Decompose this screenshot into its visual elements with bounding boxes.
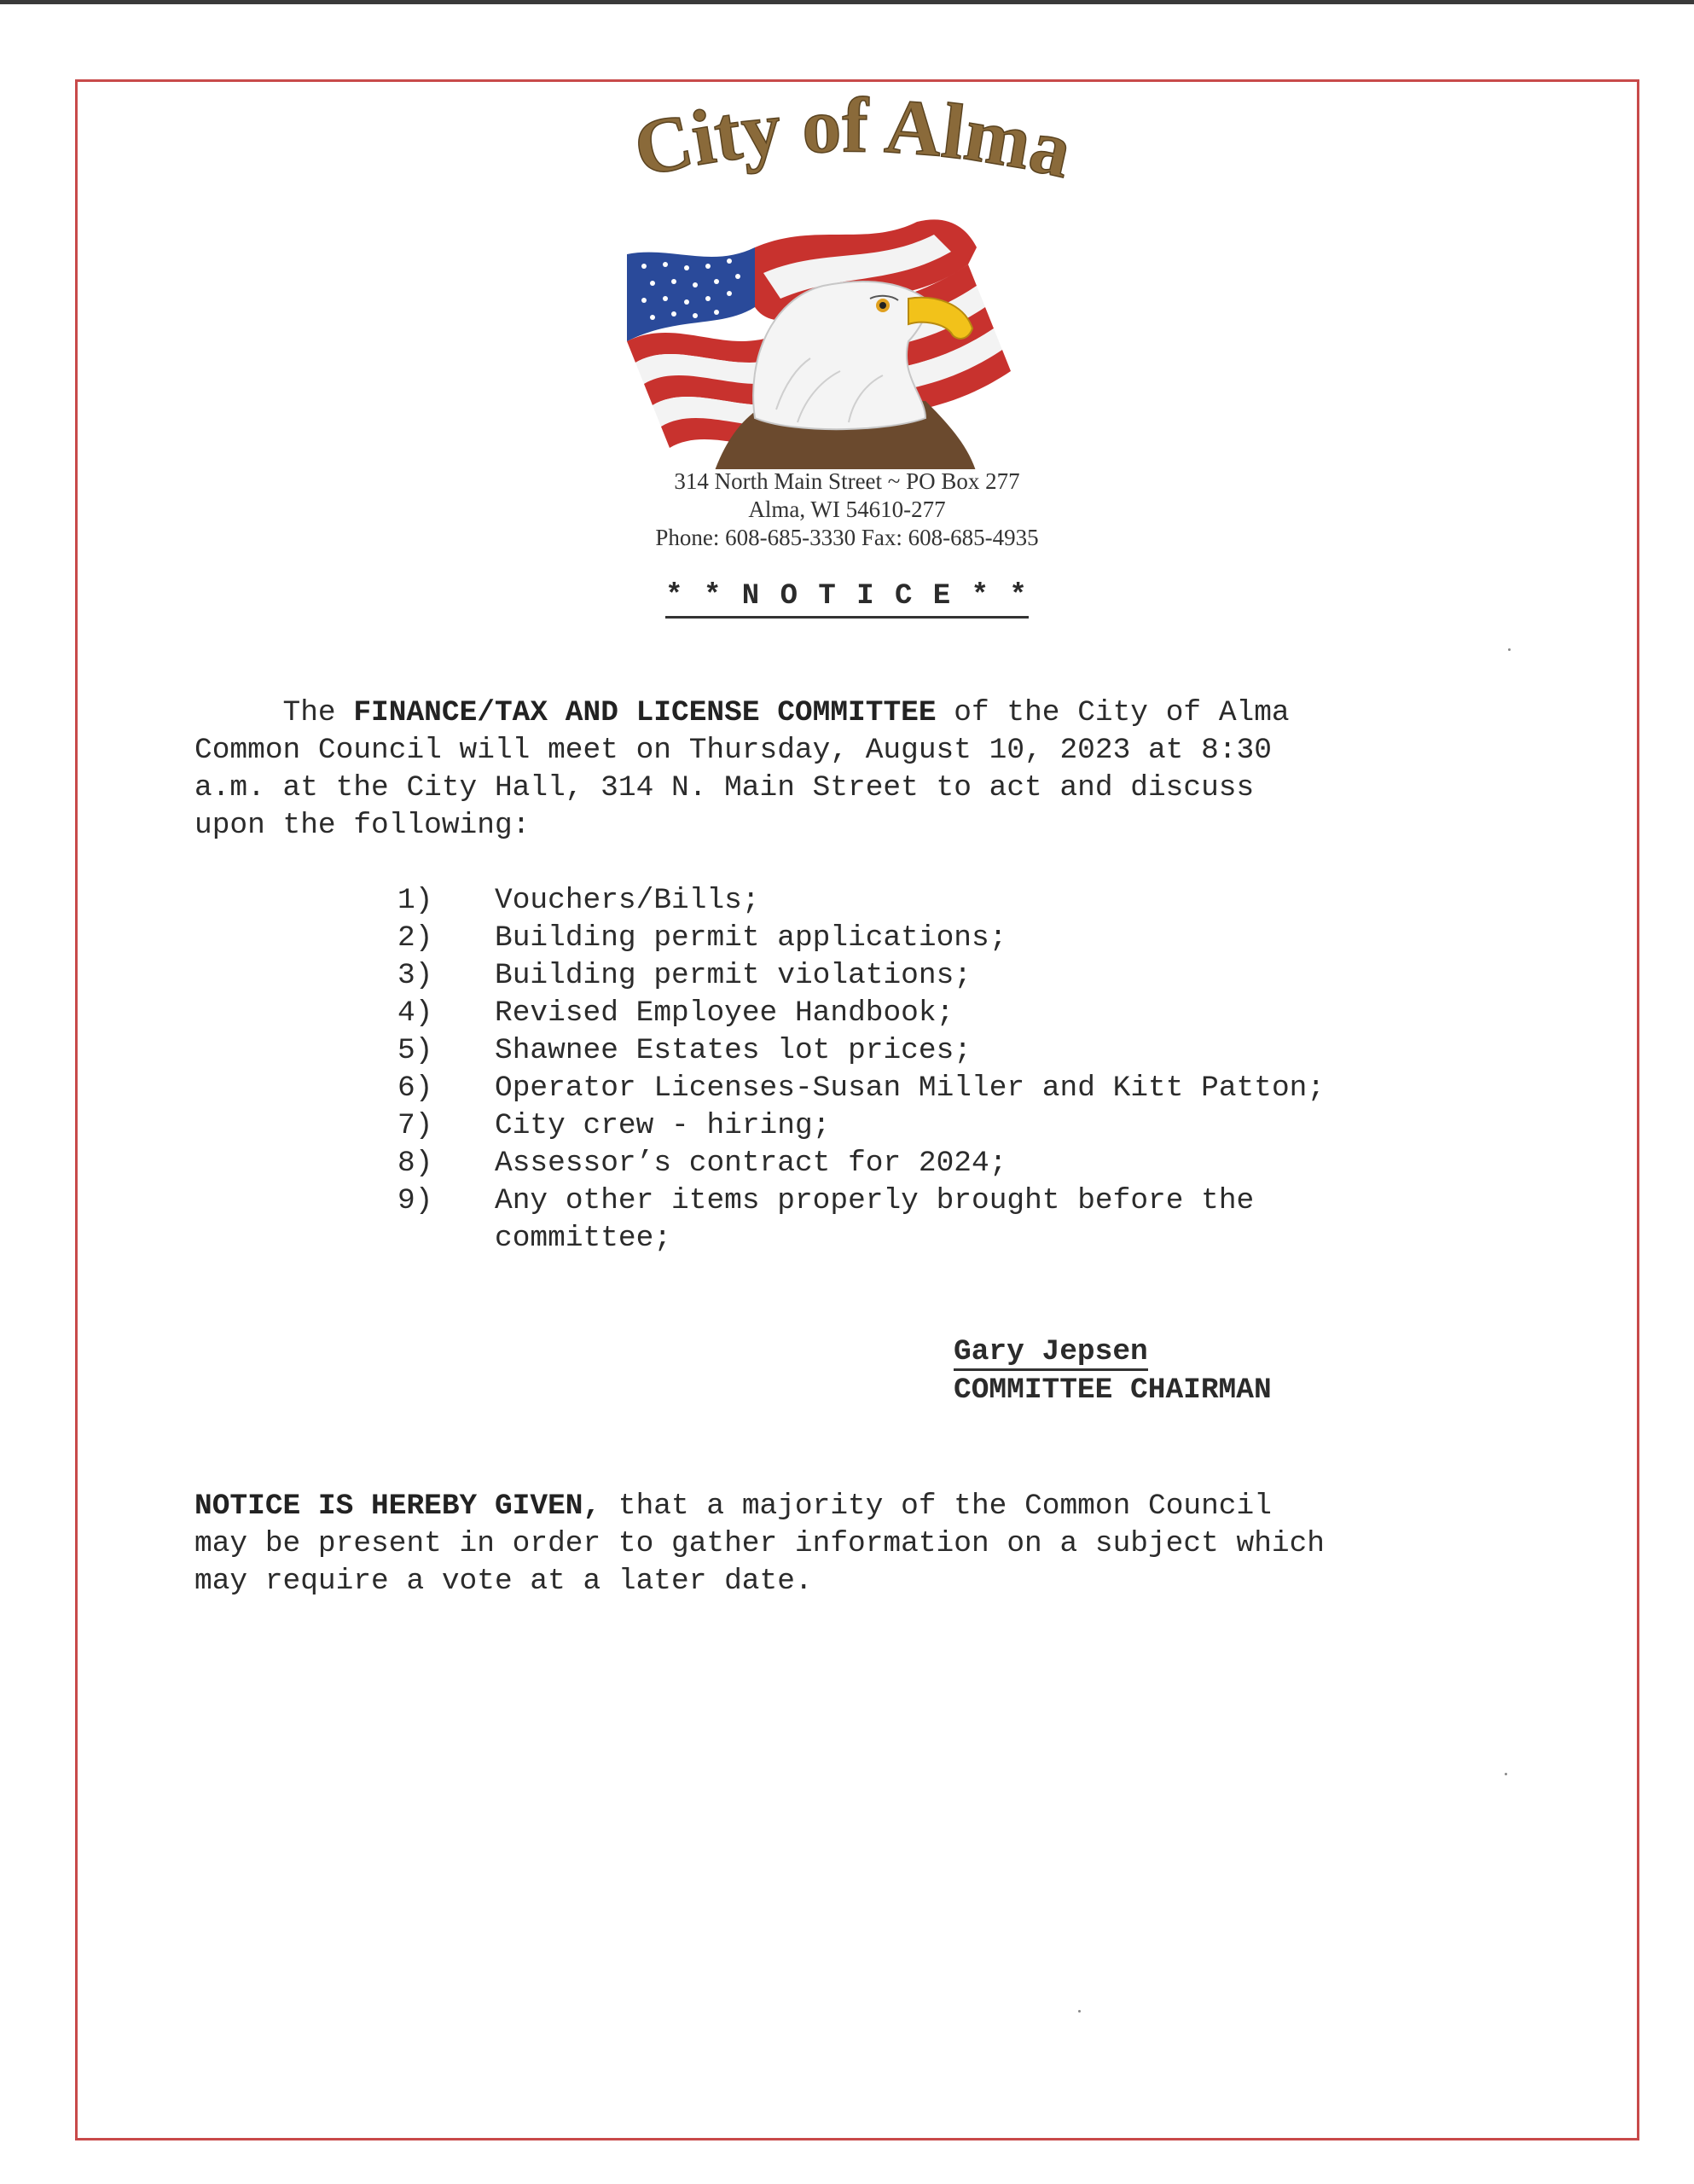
scan-speck	[1078, 2010, 1081, 2013]
signature-name: Gary Jepsen	[954, 1336, 1148, 1371]
agenda-item: Building permit violations;	[495, 959, 972, 992]
intro-line-3: a.m. at the City Hall, 314 N. Main Street to act and discuss	[194, 771, 1255, 804]
intro-line-4: upon the following:	[194, 809, 531, 842]
agenda-number: 1)	[397, 884, 433, 917]
city-logo	[546, 85, 1143, 469]
closing-bold: NOTICE IS HEREBY GIVEN,	[194, 1490, 601, 1523]
scan-edge	[0, 0, 1694, 4]
agenda-item: Building permit applications;	[495, 921, 1007, 955]
agenda-item: Shawnee Estates lot prices;	[495, 1034, 972, 1067]
agenda-item: Assessor’s contract for 2024;	[495, 1147, 1007, 1180]
closing-line-2: may be present in order to gather information on a subject which	[194, 1527, 1326, 1560]
committee-name: FINANCE/TAX AND LICENSE COMMITTEE	[353, 696, 937, 729]
signature-title: COMMITTEE CHAIRMAN	[954, 1374, 1272, 1407]
closing-line-3: may require a vote at a later date.	[194, 1565, 813, 1598]
intro-line-1: The FINANCE/TAX AND LICENSE COMMITTEE of the City of Alma	[194, 696, 1290, 729]
agenda-number: 9)	[397, 1184, 433, 1217]
agenda-number: 5)	[397, 1034, 433, 1067]
agenda-number: 8)	[397, 1147, 433, 1180]
agenda-item: Operator Licenses-Susan Miller and Kitt Patton;	[495, 1072, 1326, 1105]
agenda-item: Any other items properly brought before the	[495, 1184, 1255, 1217]
agenda-item: Revised Employee Handbook;	[495, 996, 954, 1030]
agenda-number: 3)	[397, 959, 433, 992]
agenda-item: Vouchers/Bills;	[495, 884, 760, 917]
agenda-number: 6)	[397, 1072, 433, 1105]
agenda-item-continued: committee;	[495, 1222, 672, 1255]
address-phone-fax: Phone: 608-685-3330 Fax: 608-685-4935	[655, 525, 1039, 550]
eagle-flag-icon	[627, 219, 1011, 469]
logo-title: City of Alma	[626, 85, 1080, 195]
scan-speck	[1505, 1773, 1507, 1775]
closing-line-1: NOTICE IS HEREBY GIVEN, that a majority of the Common Council	[194, 1490, 1272, 1523]
address-city: Alma, WI 54610-277	[748, 497, 946, 522]
agenda-item: City crew - hiring;	[495, 1109, 831, 1142]
scan-speck	[1508, 648, 1511, 651]
address-street: 314 North Main Street ~ PO Box 277	[674, 468, 1020, 494]
intro-line-2: Common Council will meet on Thursday, August 10, 2023 at 8:30	[194, 734, 1272, 767]
agenda-number: 4)	[397, 996, 433, 1030]
agenda-number: 2)	[397, 921, 433, 955]
agenda-number: 7)	[397, 1109, 433, 1142]
notice-heading: * * N O T I C E * *	[0, 580, 1694, 613]
